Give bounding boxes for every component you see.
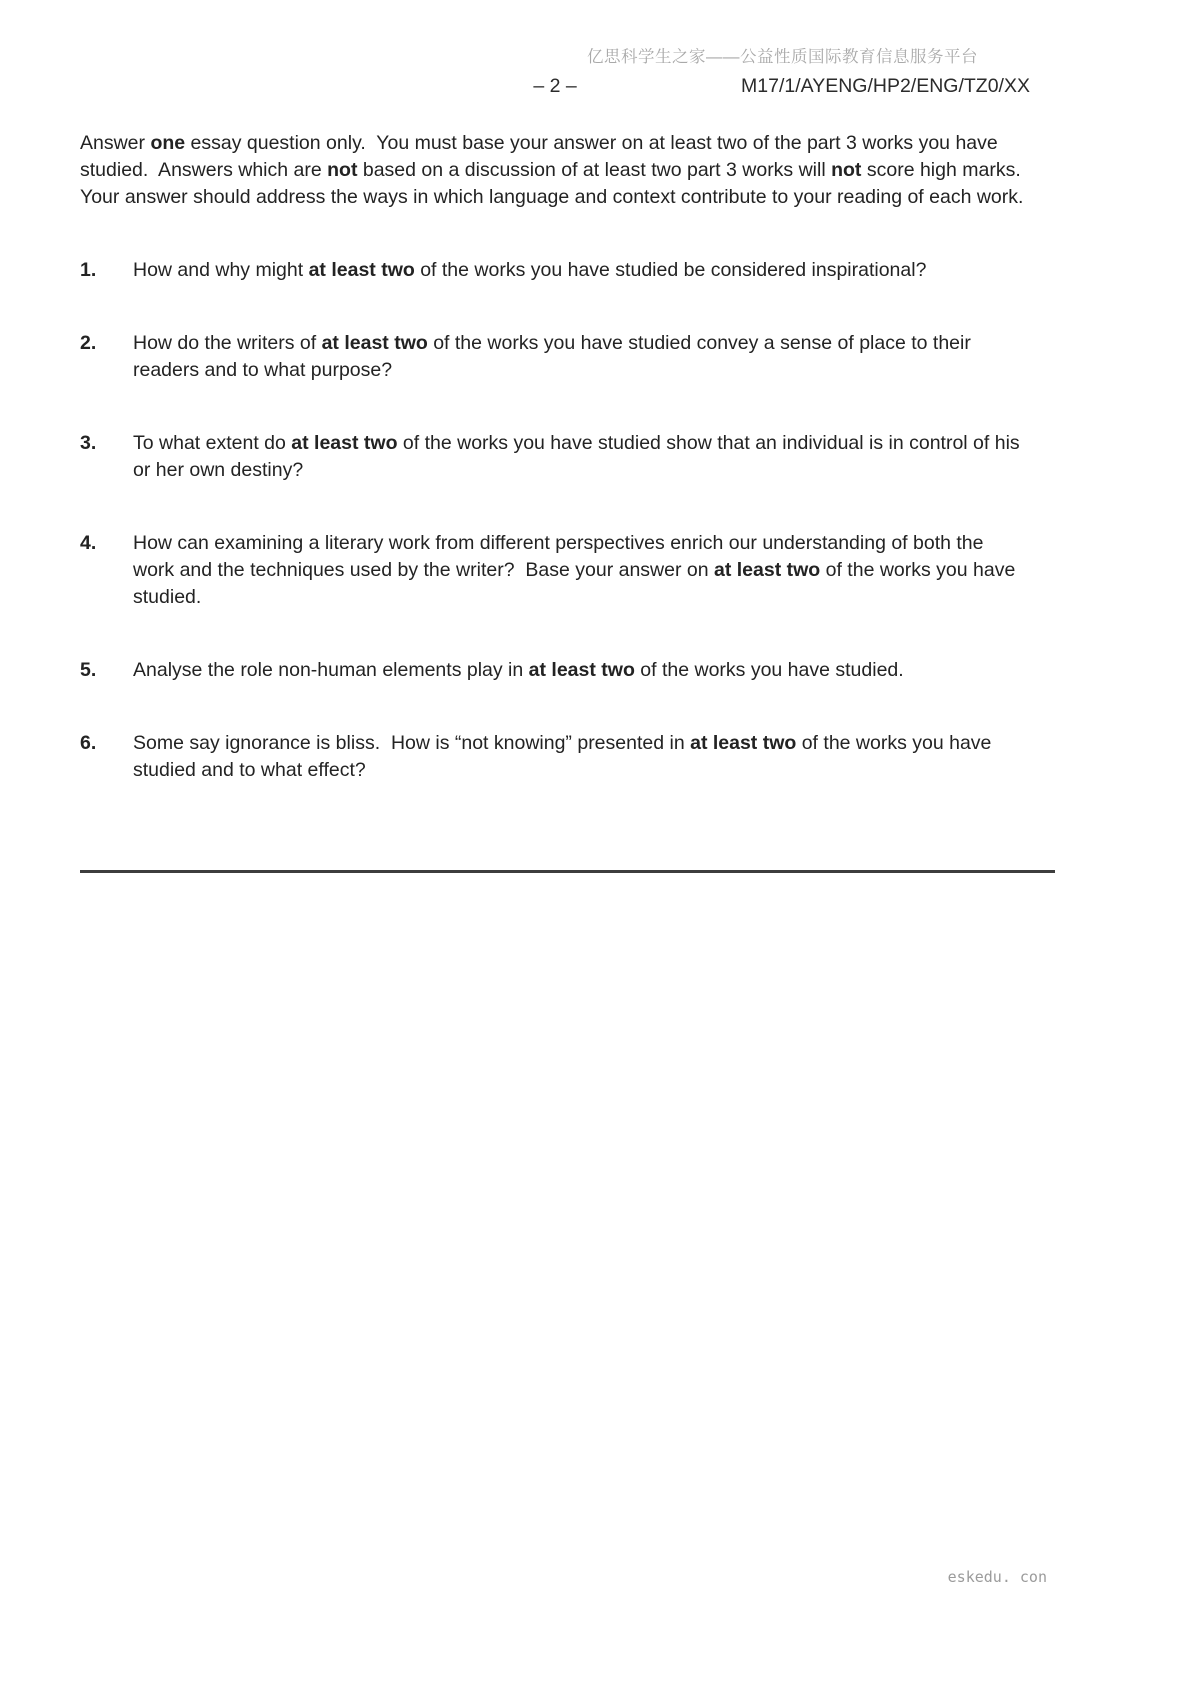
horizontal-rule bbox=[80, 870, 1055, 873]
question-text: Analyse the role non-human elements play in at least two of the works you have studied. bbox=[133, 659, 904, 681]
question-item-2 bbox=[80, 330, 1030, 384]
question-item-6 bbox=[80, 730, 1030, 784]
question-number: 2. bbox=[80, 332, 97, 354]
question-item-5 bbox=[80, 657, 1030, 684]
question-number: 3. bbox=[80, 432, 97, 454]
question-item-4 bbox=[80, 530, 1030, 611]
question-number: 1. bbox=[80, 259, 97, 281]
question-item-3 bbox=[80, 430, 1030, 484]
document-page bbox=[80, 0, 1030, 873]
question-number: 5. bbox=[80, 659, 97, 681]
question-text: How and why might at least two of the works you have studied be considered inspirational? bbox=[133, 259, 927, 281]
header-row bbox=[80, 72, 1030, 100]
question-list bbox=[80, 257, 1030, 784]
question-text: Some say ignorance is bliss. How is “not knowing” presented in at least two of the works you have studied and to what effect? bbox=[133, 732, 997, 781]
question-text: How can examining a literary work from different perspectives enrich our understanding of both the work and the techniques used by the writer? Base your answer on at least two of the works you have studied. bbox=[133, 532, 1021, 608]
instructions-paragraph: Answer one essay question only. You must base your answer on at least two of the part 3 works you have studied. Answers which are not based on a discussion of at least two part 3 works will not score high marks. Your answer should address the ways in which language and context contribute to your reading of each work. bbox=[80, 132, 1032, 208]
question-number: 4. bbox=[80, 532, 97, 554]
paper-code: M17/1/AYENG/HP2/ENG/TZ0/XX bbox=[741, 75, 1030, 97]
question-item-1 bbox=[80, 257, 1030, 284]
question-text: To what extent do at least two of the works you have studied show that an individual is in control of his or her own destiny? bbox=[133, 432, 1026, 481]
footer-watermark: eskedu. con bbox=[947, 1568, 1047, 1586]
page-number: – 2 – bbox=[533, 75, 577, 97]
question-number: 6. bbox=[80, 732, 97, 754]
header-cn-watermark: 亿思科学生之家——公益性质国际教育信息服务平台 bbox=[587, 48, 978, 66]
question-text: How do the writers of at least two of the works you have studied convey a sense of place to their readers and to what purpose? bbox=[133, 332, 977, 381]
